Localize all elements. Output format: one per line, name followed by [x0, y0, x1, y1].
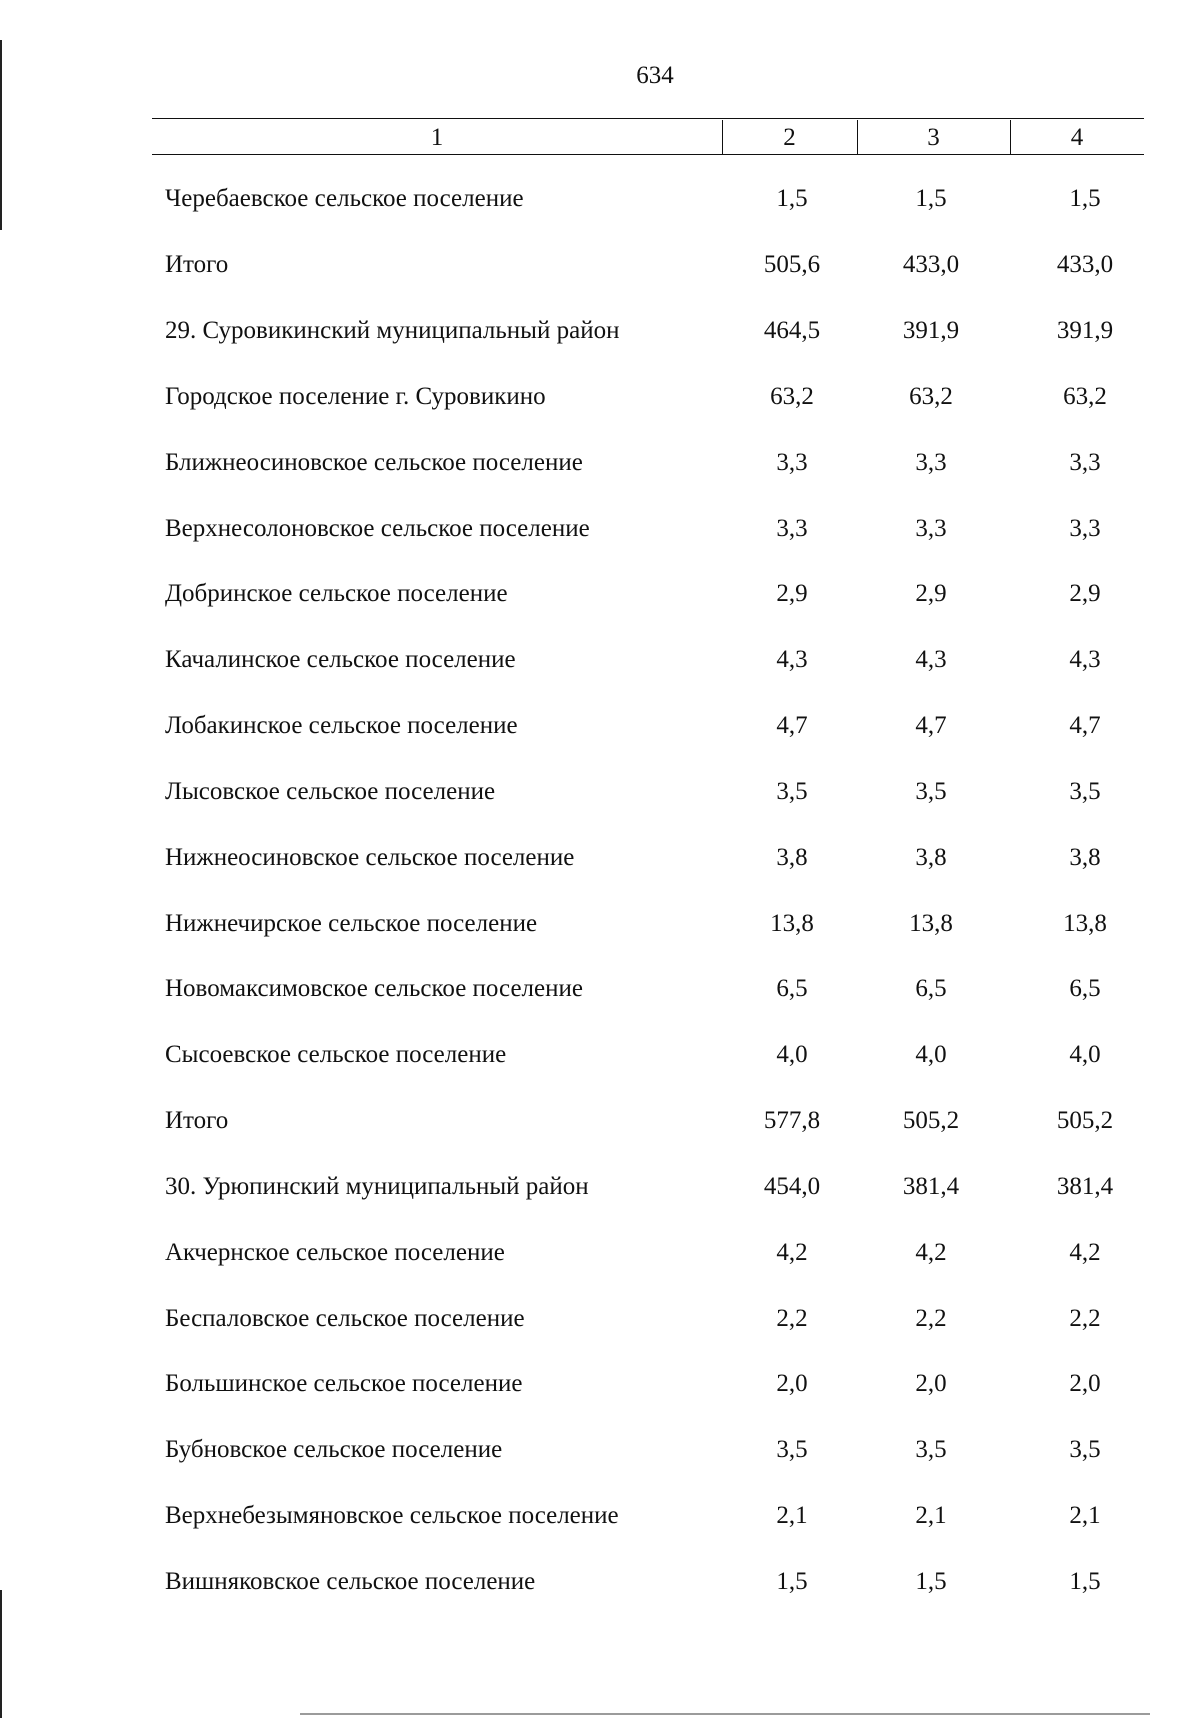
row-col-2: 464,5 [763, 317, 821, 344]
row-name: Нижнечирское сельское поселение [165, 910, 538, 937]
table-row [0, 969, 1200, 1009]
row-name: Акчернское сельское поселение [165, 1239, 505, 1266]
row-name: Верхнебезымяновское сельское поселение [165, 1502, 619, 1529]
row-col-4: 4,2 [1069, 1239, 1101, 1266]
row-col-2: 3,3 [776, 449, 808, 476]
row-name: Вишняковское сельское поселение [165, 1568, 536, 1595]
row-col-2: 1,5 [776, 185, 808, 212]
row-name: Лобакинское сельское поселение [165, 712, 518, 739]
row-col-4: 433,0 [1056, 251, 1114, 278]
row-name: Ближнеосиновское сельское поселение [165, 449, 583, 476]
row-col-4: 63,2 [1063, 383, 1107, 410]
row-col-3: 505,2 [902, 1107, 960, 1134]
table-row [0, 1364, 1200, 1404]
row-col-4: 3,5 [1069, 1436, 1101, 1463]
row-col-4: 4,0 [1069, 1041, 1101, 1068]
row-col-2: 4,7 [776, 712, 808, 739]
row-name: Добринское сельское поселение [165, 580, 508, 607]
table-row [0, 838, 1200, 878]
row-name: Большинское сельское поселение [165, 1370, 523, 1397]
table-row [0, 311, 1200, 351]
table-row [0, 1430, 1200, 1470]
row-col-4: 13,8 [1063, 910, 1107, 937]
row-name: Нижнеосиновское сельское поселение [165, 844, 575, 871]
table-row [0, 640, 1200, 680]
row-col-2: 3,5 [776, 1436, 808, 1463]
table-row [0, 1496, 1200, 1536]
header-bottom-rule [152, 154, 1144, 155]
row-col-3: 4,7 [915, 712, 947, 739]
row-name: Бубновское сельское поселение [165, 1436, 503, 1463]
row-col-2: 63,2 [770, 383, 814, 410]
row-col-2: 3,3 [776, 515, 808, 542]
row-col-3: 391,9 [902, 317, 960, 344]
table-row [0, 1167, 1200, 1207]
row-name: Качалинское сельское поселение [165, 646, 516, 673]
header-top-rule [152, 118, 1144, 119]
row-col-2: 3,5 [776, 778, 808, 805]
table-row [0, 1299, 1200, 1339]
table-row [0, 1035, 1200, 1075]
row-col-4: 3,3 [1069, 449, 1101, 476]
row-col-3: 63,2 [909, 383, 953, 410]
row-col-4: 2,0 [1069, 1370, 1101, 1397]
row-col-4: 381,4 [1056, 1173, 1114, 1200]
row-col-3: 4,3 [915, 646, 947, 673]
row-col-3: 3,5 [915, 1436, 947, 1463]
row-col-4: 3,3 [1069, 515, 1101, 542]
row-col-3: 3,8 [915, 844, 947, 871]
row-name: 29. Суровикинский муниципальный район [165, 317, 620, 344]
table-row [0, 904, 1200, 944]
table-row [0, 706, 1200, 746]
row-name: Лысовское сельское поселение [165, 778, 496, 805]
row-col-2: 1,5 [776, 1568, 808, 1595]
row-col-4: 1,5 [1069, 185, 1101, 212]
row-col-2: 4,2 [776, 1239, 808, 1266]
header-col-2: 2 [783, 124, 796, 151]
header-col-1: 1 [430, 124, 444, 151]
row-col-3: 2,9 [915, 580, 947, 607]
row-name: Чeребаевское сельское поселение [165, 185, 524, 212]
scan-edge-mark [0, 40, 2, 230]
row-col-4: 505,2 [1056, 1107, 1114, 1134]
row-col-4: 391,9 [1056, 317, 1114, 344]
row-col-3: 3,5 [915, 778, 947, 805]
row-col-2: 4,3 [776, 646, 808, 673]
row-name: Итого [165, 1107, 229, 1134]
row-col-3: 2,0 [915, 1370, 947, 1397]
row-col-3: 6,5 [915, 975, 947, 1002]
row-col-2: 4,0 [776, 1041, 808, 1068]
table-row [0, 509, 1200, 549]
table-row [0, 574, 1200, 614]
scan-edge-mark [300, 1713, 1150, 1715]
row-col-4: 2,2 [1069, 1305, 1101, 1332]
row-col-2: 577,8 [763, 1107, 821, 1134]
row-col-4: 6,5 [1069, 975, 1101, 1002]
row-col-3: 2,2 [915, 1305, 947, 1332]
row-col-3: 381,4 [902, 1173, 960, 1200]
row-col-3: 1,5 [915, 1568, 947, 1595]
row-col-3: 4,0 [915, 1041, 947, 1068]
row-name: 30. Урюпинский муниципальный район [165, 1173, 589, 1200]
row-col-2: 2,2 [776, 1305, 808, 1332]
row-col-3: 1,5 [915, 185, 947, 212]
page-number: 634 [636, 62, 674, 89]
row-col-2: 2,0 [776, 1370, 808, 1397]
row-col-2: 13,8 [770, 910, 814, 937]
row-col-4: 2,9 [1069, 580, 1101, 607]
row-col-2: 2,9 [776, 580, 808, 607]
row-col-2: 505,6 [763, 251, 821, 278]
row-name: Беспаловское сельское поселение [165, 1305, 525, 1332]
row-col-4: 2,1 [1069, 1502, 1101, 1529]
table-row [0, 179, 1200, 219]
row-col-2: 3,8 [776, 844, 808, 871]
table-row [0, 443, 1200, 483]
row-col-3: 2,1 [915, 1502, 947, 1529]
row-col-3: 3,3 [915, 449, 947, 476]
scan-edge-mark [0, 1590, 2, 1718]
row-col-2: 2,1 [776, 1502, 808, 1529]
table-row [0, 1233, 1200, 1273]
table-row [0, 245, 1200, 285]
row-col-4: 1,5 [1069, 1568, 1101, 1595]
row-col-3: 13,8 [909, 910, 953, 937]
row-col-3: 4,2 [915, 1239, 947, 1266]
row-col-2: 454,0 [763, 1173, 821, 1200]
row-name: Сысоевское сельское поселение [165, 1041, 507, 1068]
table-row [0, 772, 1200, 812]
row-name: Итого [165, 251, 229, 278]
row-col-3: 3,3 [915, 515, 947, 542]
row-col-2: 6,5 [776, 975, 808, 1002]
row-col-4: 4,3 [1069, 646, 1101, 673]
row-col-4: 3,5 [1069, 778, 1101, 805]
row-name: Новомаксимовское сельское поселение [165, 975, 583, 1002]
row-name: Городское поселение г. Суровикино [165, 383, 546, 410]
header-col-3: 3 [927, 124, 940, 151]
row-col-4: 3,8 [1069, 844, 1101, 871]
table-row [0, 1562, 1200, 1602]
row-col-3: 433,0 [902, 251, 960, 278]
table-row [0, 1101, 1200, 1141]
table-row [0, 377, 1200, 417]
row-col-4: 4,7 [1069, 712, 1101, 739]
header-col-4: 4 [1070, 124, 1084, 151]
row-name: Верхнесолоновское сельское поселение [165, 515, 590, 542]
